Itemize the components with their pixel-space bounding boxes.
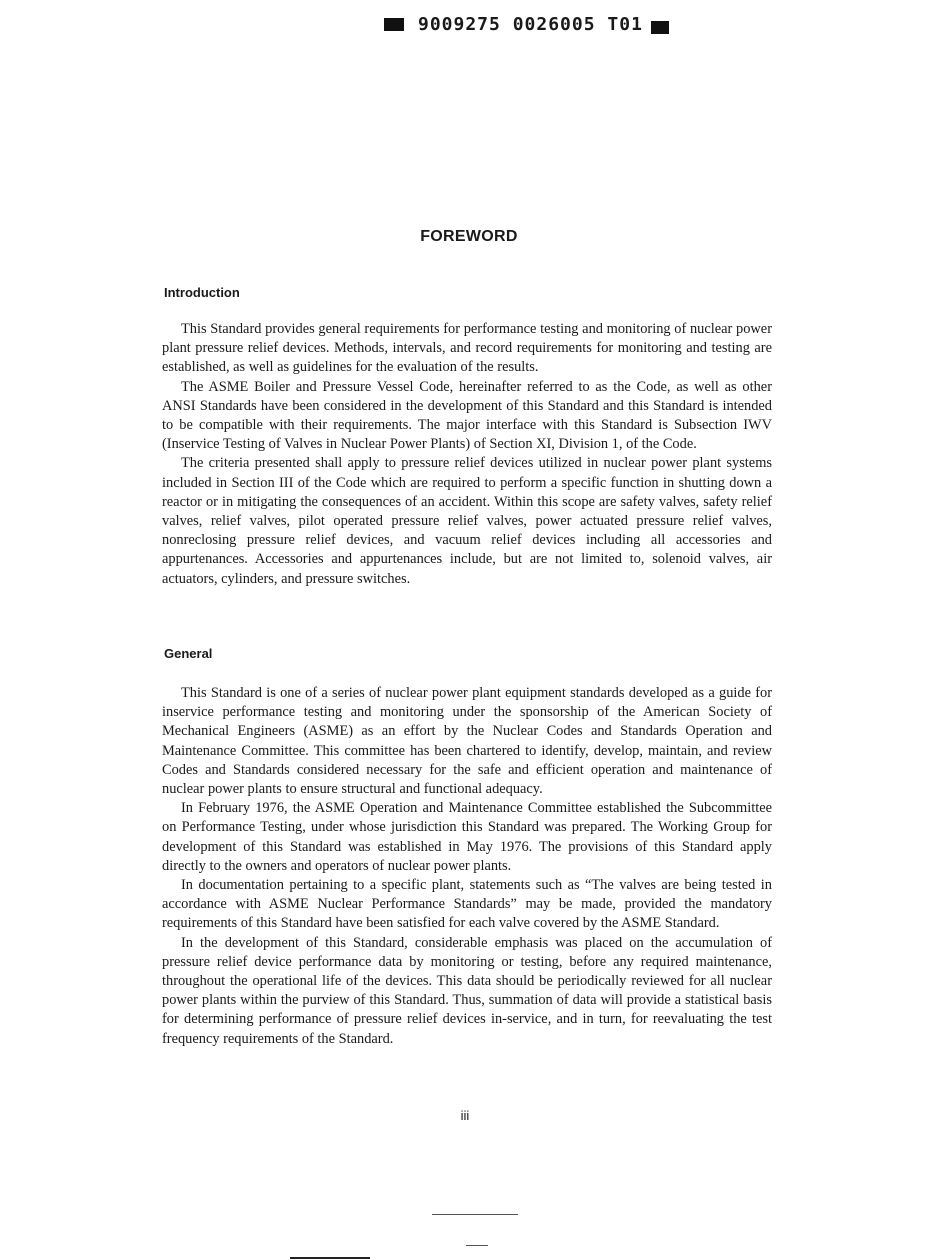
introduction-paragraph: The criteria presented shall apply to pressure relief devices utilized in nuclear power plant systems included in Section III of the Code which are required to perform a specific function in shutting down a reactor or in mitigating the consequences of an accident. Within this scope are safety valves, safety relief valves, relief valves, pilot operated pressure relief valves, power actuated pressure relief valves, nonreclosing pressure relief devices, and vacuum relief devices including all accessories and appurtenances. Accessories and appurtenances include, but are not limited to, solenoid valves, air actuators, cylinders, and pressure switches.	[162, 455, 772, 587]
scan-artifact-line	[290, 1257, 370, 1259]
general-paragraph: This Standard is one of a series of nuclear power plant equipment standards developed as a guide for inservice performance testing and monitoring under the sponsorship of the American Society of Mechanical Engineers (ASME) as an effort by the Nuclear Codes and Standards Operation and Maintenance Committee. This committee has been chartered to identify, develop, maintain, and review Codes and Standards considered necessary for the safe and efficient operation and maintenance of nuclear power plants to ensure structural and functional adequacy.	[162, 685, 772, 798]
general-body	[162, 684, 772, 1049]
general-paragraph: In the development of this Standard, considerable emphasis was placed on the accumulation of pressure relief device performance data by monitoring or testing, before any required maintenance, throughout the operational life of the devices. This data should be periodically reviewed for all nuclear power plants within the purview of this Standard. Thus, summation of data will provide a statistical basis for determining performance of pressure relief devices in-service, and in turn, for reevaluating the test frequency requirements of the Standard.	[162, 934, 772, 1047]
page-title: FOREWORD	[420, 228, 518, 245]
general-heading: General	[164, 646, 213, 661]
introduction-paragraph: The ASME Boiler and Pressure Vessel Code, hereinafter referred to as the Code, as well as other ANSI Standards have been considered in the development of this Standard and this Standard is intended to be compatible with their requirements. The major interface with this Standard is Subsection IWV (Inservice Testing of Valves in Nuclear Power Plants) of Section XI, Division 1, of the Code.	[162, 378, 772, 453]
document-code-text: 9009275 0026005 T01	[418, 14, 643, 35]
barcode-block-left	[384, 18, 404, 31]
introduction-body	[162, 320, 772, 589]
scan-artifact-line	[432, 1214, 518, 1215]
general-paragraph: In documentation pertaining to a specific plant, statements such as “The valves are being tested in accordance with ASME Nuclear Performance Standards” may be made, provided the mandatory requirements of this Standard have been satisfied for each valve covered by the ASME Standard.	[162, 877, 772, 932]
introduction-paragraph: This Standard provides general requirements for performance testing and monitoring of nuclear power plant pressure relief devices. Methods, intervals, and record requirements for monitoring and testing are established, as well as guidelines for the evaluation of the results.	[162, 321, 772, 376]
general-paragraph: In February 1976, the ASME Operation and Maintenance Committee established the Subcommittee on Performance Testing, under whose jurisdiction this Standard was prepared. The Working Group for development of this Standard was established in May 1976. The provisions of this Standard apply directly to the owners and operators of nuclear power plants.	[162, 800, 772, 874]
introduction-heading: Introduction	[164, 285, 240, 300]
barcode-block-right	[651, 21, 669, 34]
document-id-code	[384, 14, 669, 35]
scan-artifact-line	[466, 1245, 488, 1246]
page-number: iii	[460, 1108, 470, 1123]
